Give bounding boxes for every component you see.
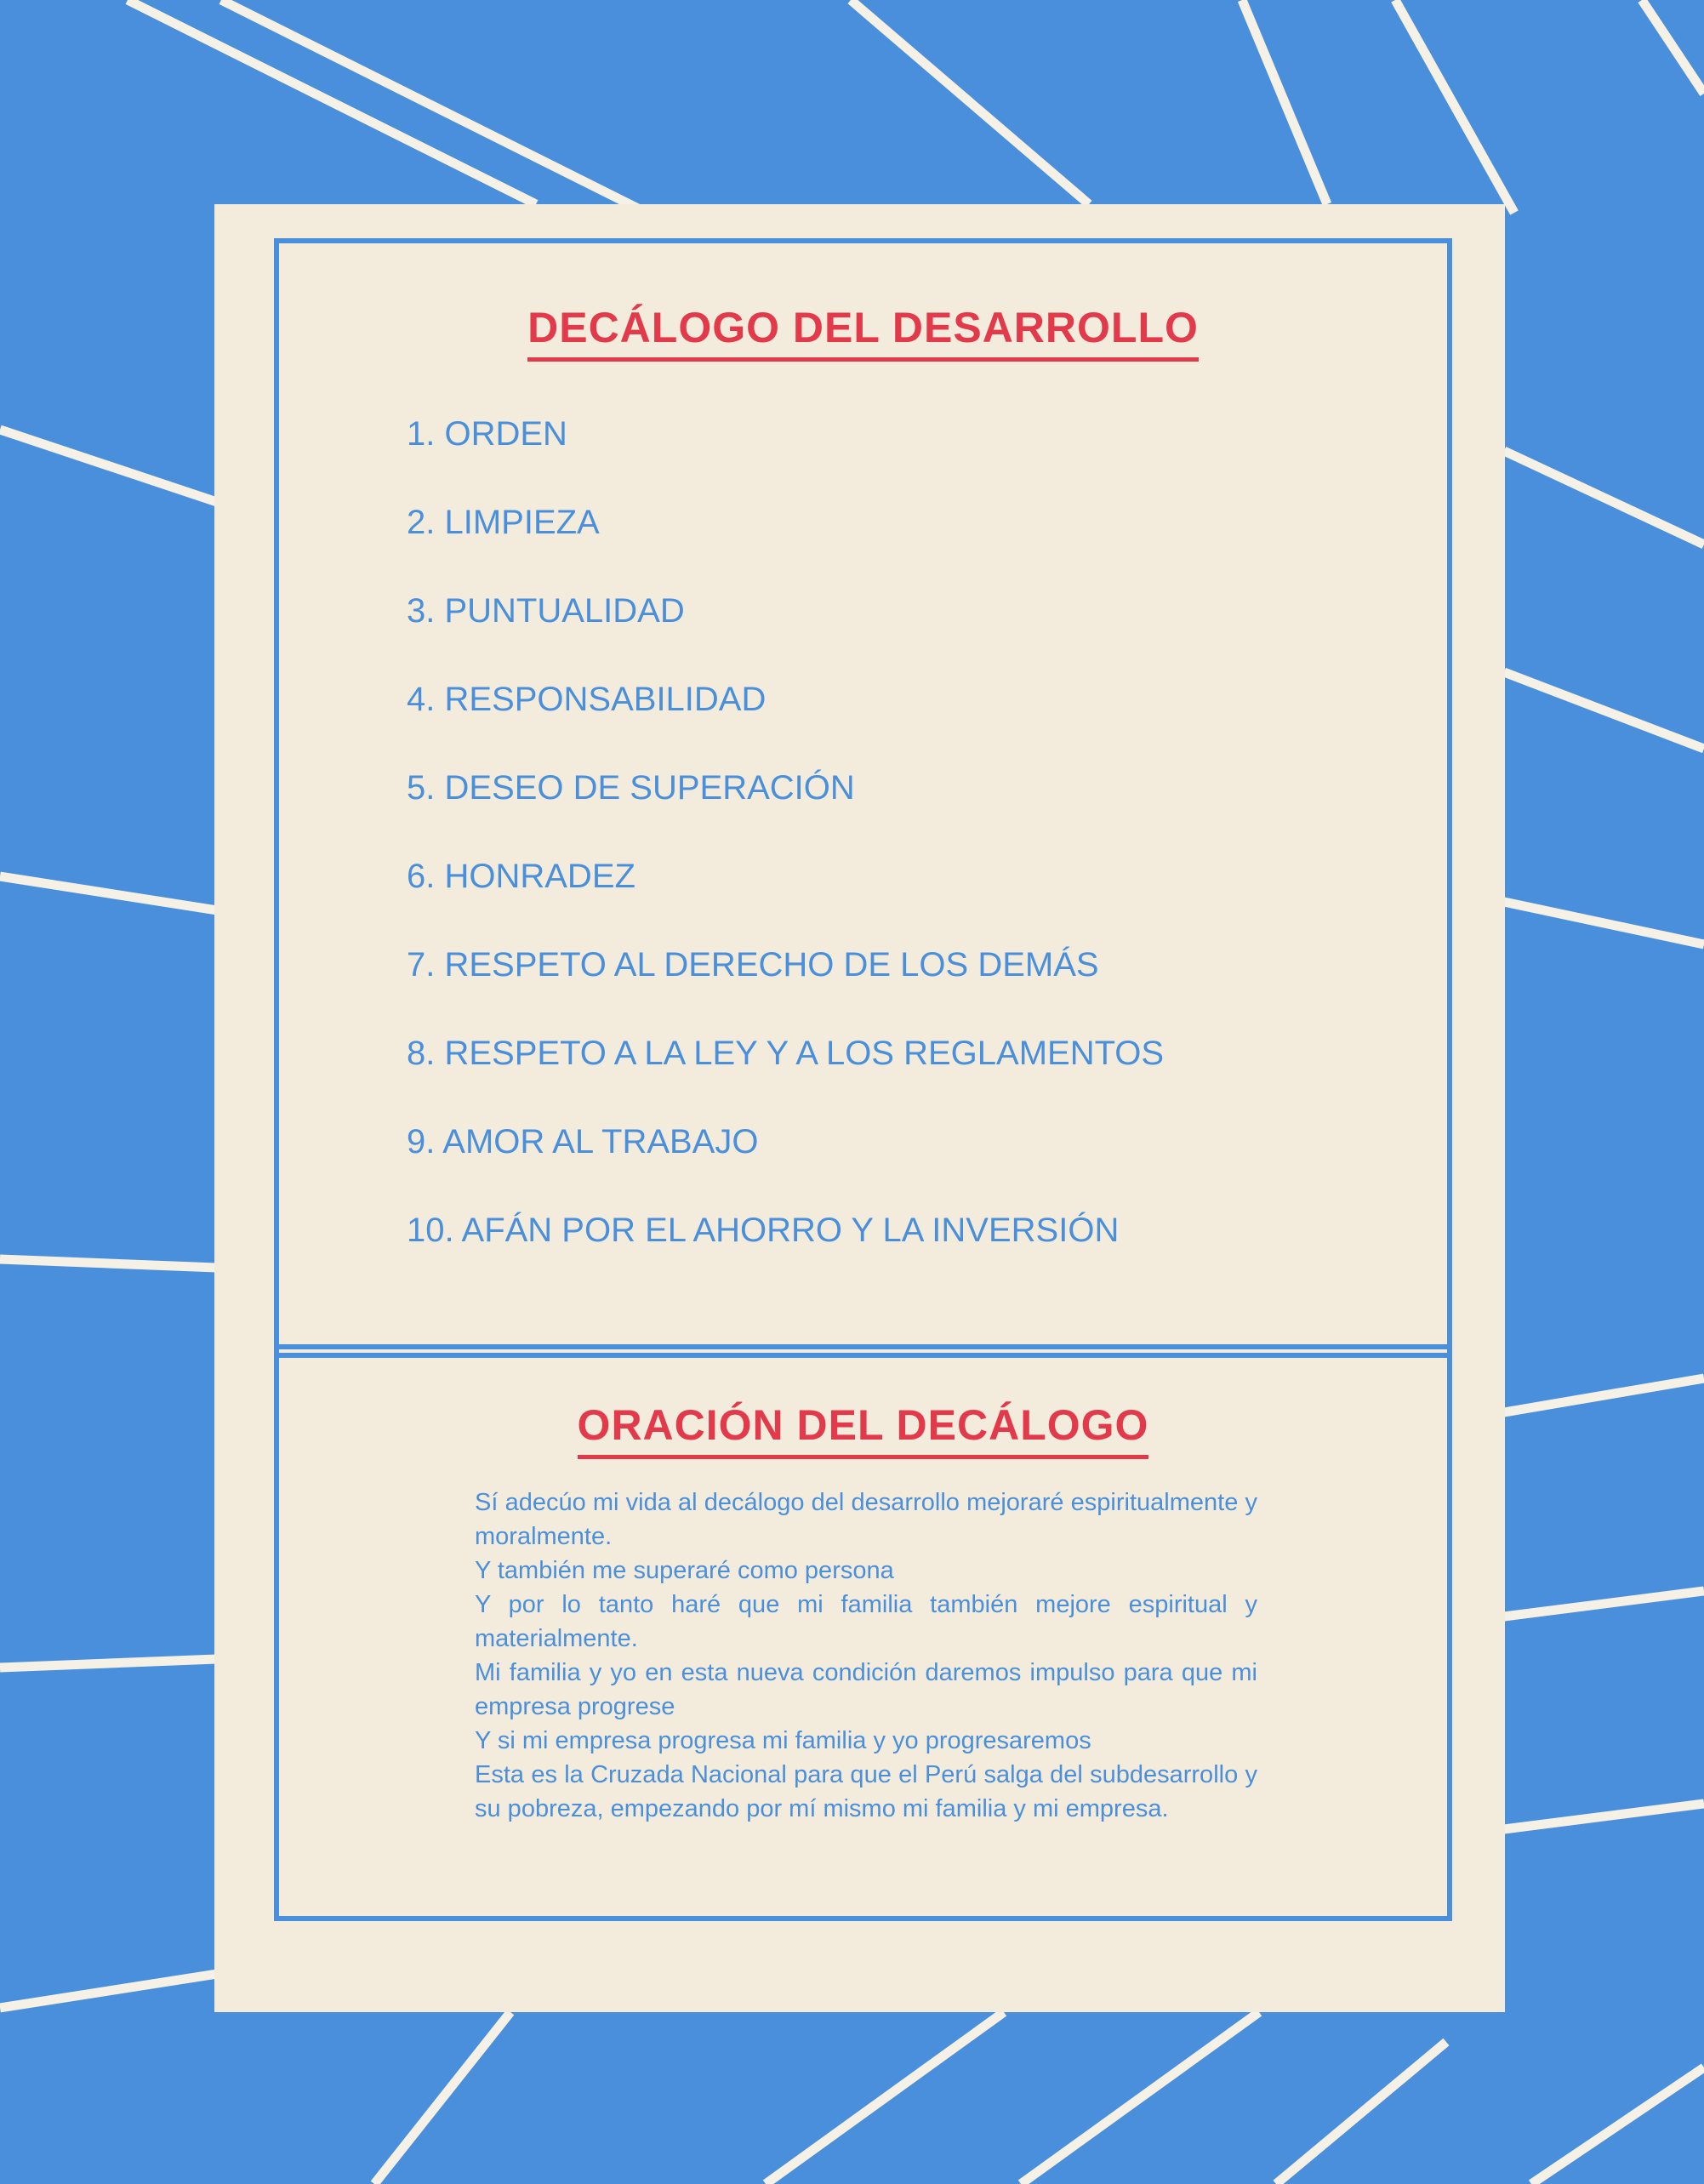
list-item: 5. DESEO DE SUPERACIÓN: [407, 769, 855, 807]
cloth-panel: [214, 204, 1505, 2012]
prayer-line: Sí adecúo mi vida al decálogo del desarrollo mejoraré espiritualmente y moralmente.: [475, 1489, 1257, 1550]
list-item: 4. RESPONSABILIDAD: [407, 681, 767, 718]
prayer-title-text: ORACIÓN DEL DECÁLOGO: [578, 1400, 1149, 1459]
prayer-title: [279, 1400, 1447, 1459]
decalogue-box: [274, 238, 1452, 1358]
prayer-box: [274, 1344, 1452, 1921]
list-item: 10. AFÁN POR EL AHORRO Y LA INVERSIÓN: [407, 1212, 1120, 1249]
list-item: 8. RESPETO A LA LEY Y A LOS REGLAMENTOS: [407, 1035, 1165, 1072]
prayer-text: [475, 1485, 1257, 1826]
prayer-line: Y si mi empresa progresa mi familia y yo progresaremos: [475, 1727, 1091, 1754]
decalogue-list: [407, 390, 1164, 1274]
list-item: 1. ORDEN: [407, 415, 567, 453]
prayer-line: Y también me superaré como persona: [475, 1557, 894, 1584]
decalogue-title-text: DECÁLOGO DEL DESARROLLO: [527, 303, 1199, 362]
list-item: 7. RESPETO AL DERECHO DE LOS DEMÁS: [407, 946, 1099, 984]
prayer-line: Mi familia y yo en esta nueva condición daremos impulso para que mi empresa progrese: [475, 1659, 1257, 1720]
decalogue-title: [279, 303, 1447, 362]
list-item: 3. PUNTUALIDAD: [407, 592, 685, 630]
list-item: 9. AMOR AL TRABAJO: [407, 1123, 759, 1160]
list-item: 6. HONRADEZ: [407, 858, 635, 895]
prayer-line: Y por lo tanto haré que mi familia también mejore espiritual y materialmente.: [475, 1591, 1257, 1652]
list-item: 2. LIMPIEZA: [407, 504, 600, 541]
prayer-line: Esta es la Cruzada Nacional para que el Perú salga del subdesarrollo y su pobreza, empezando por mí mismo mi familia y mi empresa.: [475, 1761, 1257, 1822]
